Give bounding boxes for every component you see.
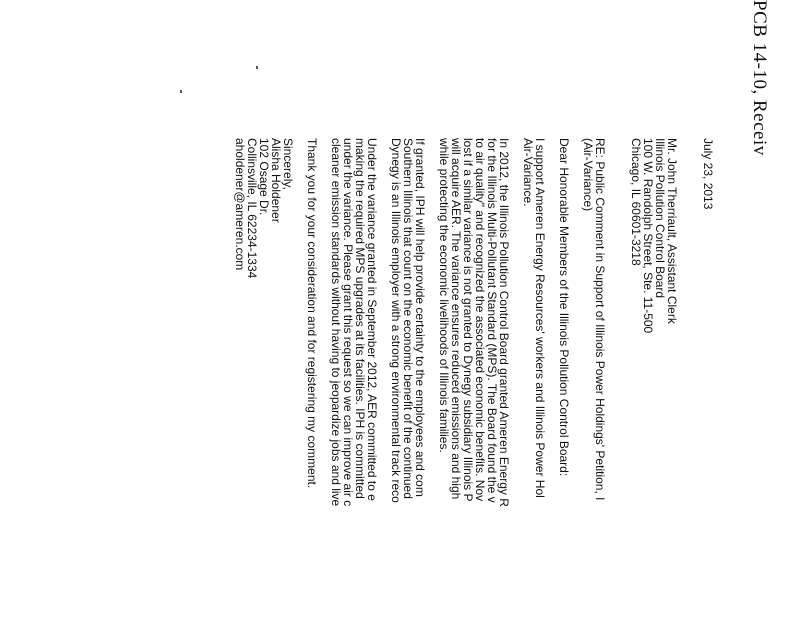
closing [282, 138, 294, 618]
paragraph-line: to air quality" and recognized the associated economic benefits. Nov [473, 138, 487, 502]
address-line: Chicago, IL 60601-3218 [629, 138, 643, 266]
subject-line [582, 138, 606, 618]
paragraph-line: In 2012, the Illinois Pollution Control Board granted Ameren Energy R [497, 138, 511, 507]
signature-name: Alisha Holdener [269, 138, 283, 223]
address-line: Mr. John Therriault, Assistant Clerk [665, 138, 679, 324]
paragraph-line: Thank you for your consideration and for registering my comment. [305, 138, 319, 489]
letter-date [702, 138, 714, 618]
address-line: Illinois Pollution Control Board [653, 138, 667, 299]
paragraph-line: cleaner emission standards without having to jeopardize jobs and live [329, 138, 343, 507]
paragraph-line: Dynegy is an Illinois employer with a strong environmental track reco [389, 138, 403, 503]
paragraph-line: under the variance. Please grant this request so we can improve air c [341, 138, 355, 507]
paragraph-line: If granted, IPH will help provide certainty to the employees and com [413, 138, 427, 497]
re-line: RE: Public Comment in Support of Illinois Power Holdings' Petition, I [593, 138, 607, 501]
paragraph-5 [306, 138, 318, 618]
paragraph-line: making the required MPS upgrades at its facilities. IPH is committed [353, 138, 367, 499]
paragraph-line: will acquire AER. The variance ensures reduced emissions and high [449, 138, 463, 500]
scan-speck [180, 90, 182, 93]
paragraph-4 [330, 138, 378, 618]
paragraph-line: for the Illinois Multi-Pollutant Standard (MPS). The Board found the v [485, 138, 499, 503]
closing-line: Sincerely, [281, 138, 295, 190]
paragraph-line: Southern Illinois that count on the economic benefit of the continued [401, 138, 415, 499]
paragraph-1 [522, 138, 546, 618]
signature-block [234, 138, 282, 618]
date-line: July 23, 2013 [701, 138, 715, 210]
filing-stamp: PCB 14-10, Receiv [749, 0, 770, 156]
salutation [558, 138, 570, 618]
scan-speck [256, 66, 258, 69]
paragraph-3 [390, 138, 426, 618]
paragraph-line: Air-Variance. [521, 138, 535, 207]
signature-street: 102 Osage Dr. [257, 138, 271, 216]
paragraph-2 [438, 138, 510, 618]
paragraph-line: while protecting the economic livelihoods of Illinois families. [437, 138, 451, 453]
signature-email: aholdener@ameren.com [233, 138, 247, 271]
address-line: 100 W. Randolph Street, Ste. 11-500 [641, 138, 655, 334]
salutation-line: Dear Honorable Members of the Illinois Pollution Control Board: [557, 138, 571, 477]
letter-body [234, 138, 714, 618]
paragraph-line: lost if a similar variance is not granted to Dynegy subsidiary Illinois P [461, 138, 475, 502]
paragraph-line: Under the variance granted in September 2012, AER committed to e [365, 138, 379, 501]
recipient-address [630, 138, 678, 618]
signature-city: Collinsville, IL 62234-1334 [245, 138, 259, 279]
paragraph-line: I support Ameren Energy Resources' workers and Illinois Power Hol [533, 138, 547, 498]
re-line: (Air-Variance) [581, 138, 595, 212]
